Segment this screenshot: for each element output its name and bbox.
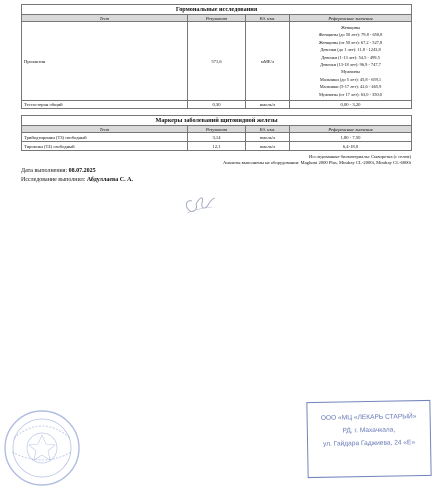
col-result-header: Результат	[188, 15, 246, 22]
col-test-header: Тест	[22, 15, 188, 22]
col-result-header: Результат	[188, 126, 246, 133]
performer-label: Исследование выполнил:	[21, 177, 86, 183]
performer-value: Абдуллаева С. А.	[86, 177, 133, 183]
test-ref: 0,00 - 3,20	[290, 101, 412, 109]
col-test-header: Тест	[22, 126, 188, 133]
ref-line: Мальчики (5-17 лет): 42,6 - 465,9	[319, 84, 382, 90]
ref-line: Женщины (от 50 лет): 67,2 - 527,8	[318, 39, 383, 45]
hormonal-table	[21, 4, 412, 109]
ref-line: Женщины	[340, 25, 361, 30]
table-row	[22, 142, 412, 151]
test-unit: мМЕ/л	[246, 22, 290, 101]
stamp-line-2: РД, г. Махачкала,	[342, 426, 396, 435]
table-row	[22, 101, 412, 109]
test-ref: 1,80 - 7,50	[290, 133, 412, 142]
test-name: Пролактин	[22, 22, 188, 101]
organization-stamp	[306, 400, 431, 478]
biomaterial-note: Исследованные биоматериалы: Сыворотка (с гелем)	[309, 154, 411, 159]
test-result: 0,30	[188, 101, 246, 109]
signature-icon	[182, 189, 220, 219]
stamp-line-1: ООО «МЦ «ЛЕКАРЬ СТАРЫЙ»	[320, 413, 417, 422]
date-value: 08.07.2025	[68, 168, 96, 174]
test-result: 571,6	[188, 22, 246, 101]
test-name: Тестостерон общий	[22, 101, 188, 109]
table-row	[22, 22, 412, 101]
ref-line: Девочки (до 1 лет): 11,8 - 1243,8	[320, 47, 381, 53]
test-unit: пмоль/л	[246, 133, 290, 142]
col-unit-header: Ед. изм.	[246, 15, 290, 22]
test-result: 3,14	[188, 133, 246, 142]
table-row	[22, 133, 412, 142]
test-name: Тироксин (Т4) свободный	[22, 142, 188, 151]
stamp-line-3: ул. Гайдара Гаджиева, 24 «Е»	[323, 439, 416, 448]
ref-line: Мужчины	[341, 69, 360, 75]
ref-line: Мужчины (от 17 лет): 63,0 - 350,0	[319, 91, 382, 97]
hormonal-section-title: Гормональные исследования	[22, 5, 412, 15]
thyroid-section-title: Маркеры заболеваний щитовидной железы	[22, 116, 412, 126]
test-unit: пмоль/л	[246, 142, 290, 151]
test-name: Трийодтиронин (Т3) свободный	[22, 133, 188, 142]
test-result: 12,1	[188, 142, 246, 151]
round-seal-icon	[2, 408, 82, 488]
ref-line: Женщины (до 50 лет): 79,8 - 650,8	[318, 32, 383, 38]
performer	[21, 177, 133, 183]
ref-line: Девочки (13-18 лет): 96,9 - 747,7	[320, 62, 381, 68]
equipment-note: Анализы выполнены на оборудовании: Maglumi 2000 Plus, Mindray CL-2000i, Mindray CL-6000i	[223, 160, 411, 165]
ref-line: Мальчики (до 5 лет): 45,8 - 659,1	[319, 76, 382, 82]
test-unit: нмоль/л	[246, 101, 290, 109]
thyroid-table	[21, 115, 412, 151]
execution-date	[21, 168, 96, 174]
col-ref-header: Референсные значения	[290, 15, 412, 22]
date-label: Дата выполнения:	[21, 168, 68, 174]
reference-values	[290, 22, 412, 101]
col-ref-header: Референсные значения	[290, 126, 412, 133]
ref-line: Девочки (1-13 лет): 54,5 - 499,5	[321, 54, 380, 60]
test-ref: 6,4-18,0	[290, 142, 412, 151]
col-unit-header: Ед. изм.	[246, 126, 290, 133]
